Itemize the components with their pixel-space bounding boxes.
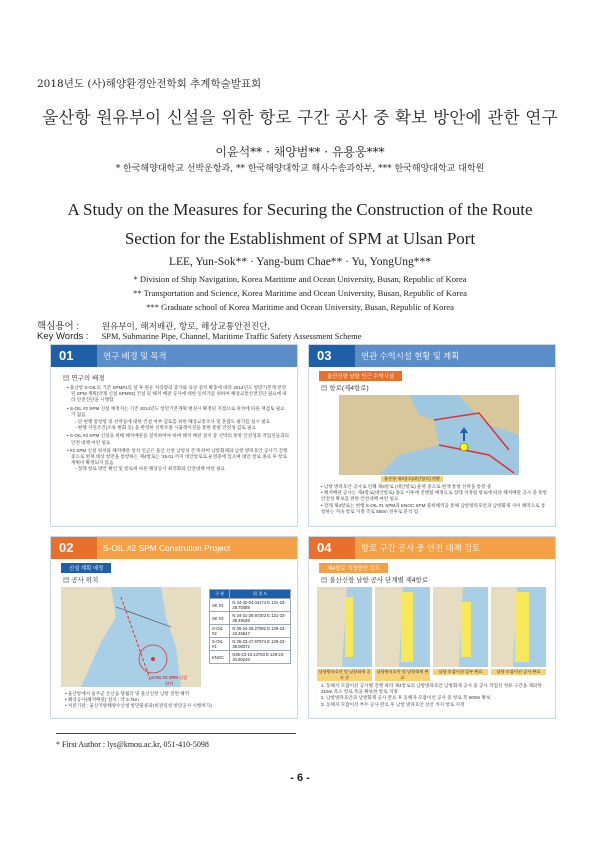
footnote: * First Author : lys@kmou.ac.kr, 051-410-5098 — [56, 740, 209, 749]
stage-map — [491, 587, 546, 667]
panel-02-subtitle — [63, 575, 98, 584]
title-korean: 울산항 원유부이 신설을 위한 항로 구간 공사 중 확보 방안에 관한 연구 — [42, 108, 558, 127]
panel-02-number: 02 — [51, 537, 97, 559]
stage-map-caption: 남항 모잡이선 일부 완료 — [433, 669, 488, 675]
panel-01-bullet-text: 울산항 S-OIL의 기존 SPM#1의 설 후 원유 처리량의 증가와 육상 설치 확충에 따라 2014년도 항만기본계 반영된 SPM 계획(약제 신설 SPM#2) 건설 및 해저 배관 공사에 대한 인허가를 위하여 해상교통안전진단 필요에 따라 안전진단을 시행함 — [69, 385, 287, 403]
footnote-divider — [56, 733, 296, 734]
panel-02-note: • 울산항에서 울주군 온산읍 당월리 및 울산신항 남항 전면 해역 — [65, 691, 190, 696]
table-row — [210, 599, 291, 612]
panel-03 — [308, 344, 556, 527]
document-icon: ▤ — [321, 385, 328, 392]
panel-01-header — [51, 345, 297, 367]
document-icon: ▤ — [63, 375, 70, 382]
stage-map — [433, 587, 488, 667]
affiliation-english-3: *** Graduate school of Korea Maritime and Ocean University, Busan, Republic of Korea — [146, 302, 454, 312]
panel-01-subbullet: - 현행 자연조건(조류 변화 등) 을 반영한 선박조종 시뮬레이션을 통한 통항 안전성 검토 필요 — [75, 425, 256, 431]
panel-03-subtitle — [321, 383, 369, 392]
panel-03-bullet: • 장래 제4항로는 현행 S-OIL #1 SPM과 KNOC SPM 중희해역을 통해 남항방파호안과 남방화제 사이 해역으로 통항하는 저속 항로 지정 측로 500m 전후로 분석 됨 — [321, 502, 546, 514]
title-english — [30, 195, 570, 253]
document-icon: ▤ — [321, 577, 328, 584]
panel-04-title: 항로 구간 공사 중 안전 대책 검토 — [361, 543, 481, 553]
title-english-line2: Section for the Establishment of SPM at Ulsan Port — [124, 229, 476, 248]
keywords-english-label: Key Words : — [37, 331, 89, 342]
panel-01-bullet-text: S-OIL #2 SPM 신설 예정지는 기존 2014년도 항만기본계획 변경시 확정된 지점으로 위치에 따른 재검토 필요가 없음 — [69, 405, 285, 417]
table-cell: N 34-32-04.04174 E 131-23-28.70488 — [230, 599, 291, 612]
stage-map-caption: 남항 모잡이선 공사 완료 — [491, 669, 546, 675]
affiliation-english-2: ** Transportation and Science, Korea Maritime and Ocean University, Busan, Republic of Korea — [133, 288, 467, 298]
table-row — [210, 612, 291, 625]
table-row — [210, 651, 291, 664]
panel-03-bullet: • 남항 방파호안 공사로 인해 제4항로 (대안항로) 운영 중으로 현재 통항 선박을 통항 중 — [321, 484, 492, 489]
table-cell: S-OIL #2 — [210, 625, 230, 638]
panel-02-note: • 해상공사(해저배관) 설치 : 약 3.7km — [65, 697, 139, 703]
keywords-korean — [37, 318, 270, 332]
panel-02-title: S-OIL #2 SPM Constrution Project — [103, 543, 231, 553]
panel-04-subtitle — [321, 575, 428, 584]
table-cell: SK #2 — [210, 599, 230, 612]
panel-02-notes — [65, 691, 291, 710]
panel-01-bullet: • 울산항 S-OIL의 기존 SPM#1의 설 후 원유 처리량의 증가와 육상 설치 확충에 따라 2014년도 항만기본계 반영된 SPM 계획(약제 신설 SPM#2) 건설 및 해저 배관 공사에 대한 인허가를 위하여 해상교통안전진단 필요에 따라 안전진단을 시행함 — [67, 385, 287, 403]
table-row — [210, 638, 291, 651]
panel-03-bullets — [321, 484, 549, 515]
panel-03-number: 03 — [309, 345, 355, 367]
panel-02-note-text: 해상공사(해저배관) 설치 : 약 3.7km — [67, 697, 139, 703]
affiliation-english-1: * Division of Ship Navigation, Korea Maritime and Ocean University, Busan, Republic of Korea — [133, 274, 467, 284]
panel-01-bullet-text: #2 SPM 신설 위치와 해저배관 설치 인근은 울산 신항 남항의 존재 하여 남항화제와 남항 방파호안 공사가 진행 중으로 현재 대상 항만을 통항하는 제4항로는 '19.01 까지 대안항로로 운영중에 있으며 대안 항로 종료 후 항로 계획이 확정되지 않음 — [69, 447, 288, 466]
stage-map — [375, 587, 430, 667]
panel-04-bullets — [321, 683, 549, 708]
panel-04-header — [309, 537, 555, 559]
panel-03-ribbon: 울산신항 남항 인근 수역시설 — [319, 371, 402, 381]
panel-01-bullet: • S-OIL #2 SPM 신설 예정지는 기존 2014년도 항만기본계획 변경시 확정된 지점으로 위치에 따른 재검토 필요가 없음 — [67, 405, 285, 417]
panel-01-bullets — [67, 385, 289, 473]
panel-03-bullet-text: 해저배관 공사는 제4항로(대안항로) 종료 이후에 진행될 예정으로 장래 지정될 항로에 따라 해저배관 공사 중 통항 안전성 확보를 위한 안전대책 마련 필요 — [321, 490, 548, 502]
table-cell: N 35-24-25.27982 E 129-23-43.46647 — [230, 625, 291, 638]
panel-04-bullet: 3. 동해자 모잡이선 부두 공사 완료 후 남항 방파호안 선안 까지 항로 지정 — [321, 701, 465, 707]
stage-map-caption: 남항방파호안 및 남항화제 공사 중 — [318, 669, 371, 680]
panel-02-subtitle-text: 공사 위치 — [71, 577, 99, 584]
table-cell: SK #3 — [210, 612, 230, 625]
page-number: - 6 - — [290, 772, 310, 784]
panel-01-subbullet: - 장래 항로 방안 확인 및 항로에 따른 해상공사 최적화와 안전대책 마련 필요 — [75, 466, 225, 472]
panel-02-note-text: 울산항에서 울주군 온산읍 당월리 및 울산신항 남항 전면 해역 — [67, 691, 190, 696]
panel-04-subtitle-text: 울산신항 남항 공사 단계별 제4항로 — [329, 577, 429, 584]
poster — [50, 344, 554, 720]
panel-04-bullet: 2. 남항방파호안과 남방화제 공사 완료 후 동해자 모잡이선 공사 중 항로 폭 500m 확보 — [321, 695, 491, 701]
conference-line: 2018년도 (사)해양환경안전학회 추계학술발표회 — [37, 78, 262, 90]
panel-01 — [50, 344, 298, 527]
table-row — [210, 625, 291, 638]
panel-04-maps — [317, 587, 547, 680]
table-cell: S-OIL #1 — [210, 638, 230, 651]
panel-04 — [308, 536, 556, 719]
panel-02-map — [61, 587, 201, 687]
panel-04-bullet: 1. 동해자 모잡이선 공사별 진행 따라 제4항로의 남항방파호안 남방화제 공사 중 공사 작업선 정류 구간을 제외한 315m 폭소 항로 폭을 확보한 항로 지정 — [321, 683, 542, 695]
panel-01-subbullet: - 단 현행 통항항 및 선박들에 대한 건설 여부 검토를 위한 해상교통조사 및 혼잡도 평가를 실시 필요 — [75, 419, 271, 425]
panel-03-bullet-text: 남항 방파호안 공사로 인해 제4항로 (대안항로) 운영 중으로 현재 통항 선박을 통항 중 — [323, 484, 492, 489]
panel-01-subtitle-text: 연구의 배경 — [71, 375, 105, 382]
table-cell: N35-23-10.44783 E 129-23-34.90246 — [230, 651, 291, 664]
panel-01-number: 01 — [51, 345, 97, 367]
panel-04-number: 04 — [309, 537, 355, 559]
panel-02-table — [209, 589, 291, 664]
panel-03-bullet-text: 장래 제4항로는 현행 S-OIL #1 SPM과 KNOC SPM 중희해역을 통해 남항방파호안과 남방화제 사이 해역으로 통항하는 저속 항로 지정 측로 500m 전후로 분석 됨 — [321, 502, 546, 514]
authors-english: LEE, Yun-Sok** · Yang-bum Chae** · Yu, YongUng*** — [168, 256, 432, 268]
table-header: 구 분 — [210, 590, 230, 599]
panel-02-map-caption: S-OIL #2 SPM 신설위치 — [150, 675, 188, 686]
panel-02 — [50, 536, 298, 719]
panel-03-title: 연관 수역시설 현황 및 계획 — [361, 351, 460, 361]
panel-03-map-caption: 울산항 제4항로(대안항로) 현황 — [381, 476, 443, 482]
document-icon: ▤ — [63, 577, 70, 584]
panel-01-bullet-text: S-OIL #2 SPM 신설을 위해 해저배관을 설치하여야 하며 해저 배관 설치 중 선박의 통항 안전성과 작업선들과의 안전 대책 마련 필요 — [69, 433, 289, 445]
keywords-english-value: SPM, Submarine Pipe, Channel, Maritime Traffic Safety Assessment Scheme — [101, 332, 362, 341]
stage-map-caption: 남항방파호안 및 남항화제 완료 — [376, 669, 429, 680]
table-header-row — [210, 590, 291, 599]
keywords-korean-value: 원유부이, 해저배관, 항로, 해상교통안전진단, — [101, 322, 271, 332]
keywords-korean-label: 핵심용어 : — [37, 321, 79, 332]
panel-03-bullet: • 해저배관 공사는 제4항로(대안항로) 종료 이후에 진행될 예정으로 장래 지정될 항로에 따라 해저배관 공사 중 통항 안전성 확보를 위한 안전대책 마련 필요 — [321, 490, 548, 502]
stage-map — [317, 587, 372, 667]
panel-04-ribbon: 제4항로 지정방안 검토 — [319, 563, 388, 573]
panel-02-header — [51, 537, 297, 559]
panel-02-ribbon: 신설 계획 예정 — [61, 563, 111, 573]
panel-02-note-text: 처분기관 : 울산지방해양수산청 항만물류과(비관리청 항만공사 시행허가) — [67, 703, 212, 709]
panel-01-bullet: • #2 SPM 신설 위치와 해저배관 설치 인근은 울산 신항 남항의 존재 하여 남항화제와 남항 방파호안 공사가 진행 중으로 현재 대상 항만을 통항하는 제4항로는 '19.01 까지 대안항로로 운영중에 있으며 대안 항로 종료 후 항로 계획이 확정되지 않음 — [67, 447, 288, 466]
table-cell: KNOC — [210, 651, 230, 664]
panel-03-subtitle-text: 항로(제4항로) — [329, 385, 369, 392]
panel-01-bullet: • S-OIL #2 SPM 신설을 위해 해저배관을 설치하여야 하며 해저 배관 설치 중 선박의 통항 안전성과 작업선들과의 안전 대책 마련 필요 — [67, 433, 289, 445]
panel-01-subtitle — [63, 373, 105, 382]
authors-korean: 이윤석** · 채양범** · 유용웅*** — [215, 145, 385, 159]
table-cell: N 35-23-47.97674 E 129-23-38.08372 — [230, 638, 291, 651]
affiliation-korean: * 한국해양대학교 선박운항과, ** 한국해양대학교 해사수송과학부, *** 한국해양대학교 대학원 — [115, 164, 485, 174]
panel-03-header — [309, 345, 555, 367]
table-cell: N 34-31-29.97203 E 131-23-38.49169 — [230, 612, 291, 625]
panel-01-title: 연구 배경 및 목적 — [103, 351, 167, 361]
panel-02-note: • 처분기관 : 울산지방해양수산청 항만물류과(비관리청 항만공사 시행허가) — [65, 703, 212, 709]
keywords-english — [37, 331, 361, 342]
title-english-line1: A Study on the Measures for Securing the Construction of the Route — [67, 200, 533, 219]
table-header: 위 경 도 — [230, 590, 291, 599]
panel-03-map — [339, 395, 519, 475]
